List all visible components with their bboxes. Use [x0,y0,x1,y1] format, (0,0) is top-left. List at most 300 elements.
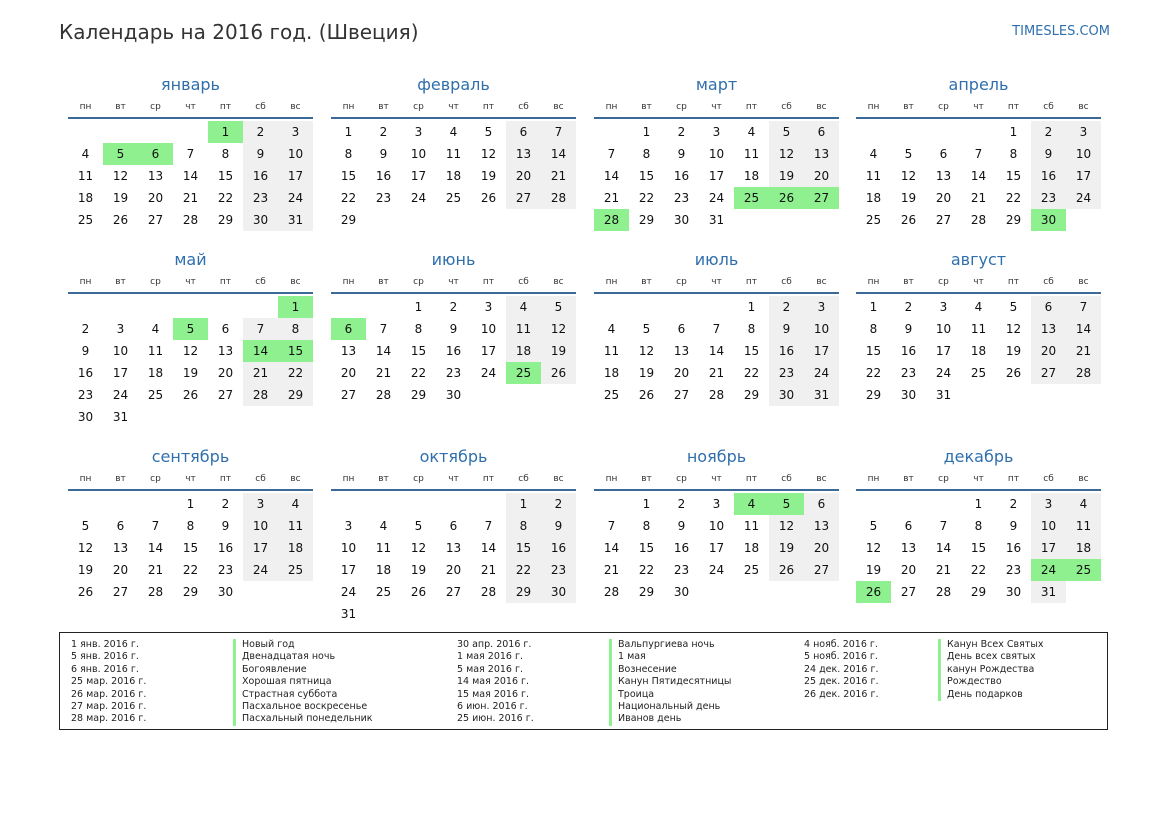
weekday-label: вт [903,102,914,112]
days-grid [331,493,576,625]
day-cell: 19 [1005,344,1022,358]
day-cell: 20 [804,537,839,559]
day-cell: 11 [278,515,313,537]
month-divider [594,292,839,294]
day-cell: 13 [804,515,839,537]
weekday-header [856,272,1101,292]
day-cell: 17 [1031,537,1066,559]
day-cell: 29 [506,581,541,603]
day-cell: 2 [221,497,230,511]
day-cell: 1 [747,300,756,314]
empty-cell [68,121,103,143]
day-cell: 17 [410,169,427,183]
month-name: октябрь [419,447,488,466]
month-divider [856,489,1101,491]
day-cell: 18 [1066,537,1101,559]
day-cell: 23 [77,388,94,402]
day-cell: 2 [677,497,686,511]
day-cell: 12 [182,344,199,358]
weekday-label: пн [79,474,92,484]
day-cell: 21 [182,191,199,205]
legend-holiday-name: День всех святых [938,651,1036,663]
empty-cell [629,296,664,318]
empty-cell [331,296,366,318]
day-cell: 24 [340,585,357,599]
legend-date: 1 янв. 2016 г. [71,639,139,650]
day-cell: 24 [410,191,427,205]
weekday-header [594,272,839,292]
day-cell: 7 [379,322,388,336]
month-divider [594,489,839,491]
day-cell: 18 [375,563,392,577]
day-cell: 12 [638,344,655,358]
weekday-label: вт [115,277,126,287]
day-cell: 14 [1066,318,1101,340]
day-cell: 18 [506,340,541,362]
month-block [594,445,839,603]
day-cell: 3 [804,296,839,318]
day-cell: 4 [449,125,458,139]
day-cell: 29 [182,585,199,599]
day-cell: 20 [445,563,462,577]
day-cell: 30 [243,209,278,231]
empty-cell [103,121,138,143]
days-grid [856,121,1101,231]
day-cell: 13 [935,169,952,183]
day-cell: 16 [77,366,94,380]
day-cell: 6 [221,322,230,336]
legend-date: 6 янв. 2016 г. [71,663,139,675]
day-cell: 14 [603,541,620,555]
day-cell: 11 [970,322,987,336]
day-cell: 17 [340,563,357,577]
day-cell: 16 [769,340,804,362]
month-block [331,445,576,625]
empty-cell [243,296,278,318]
day-cell: 28 [970,213,987,227]
day-cell: 9 [904,322,913,336]
day-cell: 30 [769,384,804,406]
empty-cell [331,493,366,515]
holiday-day: 26 [769,187,804,209]
day-cell: 24 [708,191,725,205]
legend-holiday-name: канун Рождества [938,664,1034,676]
day-cell: 19 [541,340,576,362]
day-cell: 10 [804,318,839,340]
month-name: апрель [948,75,1009,94]
empty-cell [594,296,629,318]
empty-cell [436,493,471,515]
month-block [594,248,839,406]
day-cell: 25 [970,366,987,380]
day-cell: 24 [112,388,129,402]
day-cell: 14 [375,344,392,358]
day-cell: 10 [708,519,725,533]
weekday-label: вт [641,102,652,112]
day-cell: 20 [112,563,129,577]
day-cell: 11 [147,344,164,358]
weekday-label: вт [378,474,389,484]
day-cell: 26 [77,585,94,599]
day-cell: 3 [712,125,721,139]
day-cell: 7 [712,322,721,336]
day-cell: 4 [747,125,756,139]
legend-date: 25 июн. 2016 г. [457,713,534,725]
legend-holiday-name: Двенадцатая ночь [233,651,335,663]
day-cell: 24 [243,559,278,581]
day-cell: 11 [445,147,462,161]
day-cell: 9 [379,147,388,161]
weekday-label: вс [1078,474,1089,484]
day-cell: 15 [638,169,655,183]
legend-holiday-name: Национальный день [609,701,720,713]
day-cell: 10 [410,147,427,161]
day-cell: 9 [677,147,686,161]
month-divider [331,292,576,294]
month-divider [68,489,313,491]
holiday-day: 27 [804,187,839,209]
day-cell: 19 [77,563,94,577]
day-cell: 22 [743,366,760,380]
days-grid [594,493,839,603]
day-cell: 28 [182,213,199,227]
day-cell: 11 [865,169,882,183]
legend-holiday-name: Богоявление [233,664,307,676]
empty-cell [208,296,243,318]
day-cell: 7 [541,121,576,143]
day-cell: 23 [445,366,462,380]
day-cell: 24 [935,366,952,380]
day-cell: 2 [379,125,388,139]
day-cell: 9 [243,143,278,165]
day-cell: 4 [1066,493,1101,515]
day-cell: 8 [974,519,983,533]
month-block [331,248,576,406]
empty-cell [856,121,891,143]
legend-date: 5 мая 2016 г. [457,663,523,675]
day-cell: 6 [804,493,839,515]
legend-holiday-name: Рождество [938,676,1002,688]
day-cell: 26 [410,585,427,599]
day-cell: 9 [221,519,230,533]
day-cell: 2 [677,125,686,139]
day-cell: 10 [935,322,952,336]
day-cell: 31 [112,410,129,424]
weekday-label: пн [867,277,880,287]
weekday-label: вс [816,277,827,287]
weekday-label: вт [115,474,126,484]
holiday-day: 30 [1031,209,1066,231]
day-cell: 14 [603,169,620,183]
empty-cell [68,493,103,515]
day-cell: 9 [769,318,804,340]
day-cell: 16 [1005,541,1022,555]
day-cell: 28 [480,585,497,599]
empty-cell [926,493,961,515]
weekday-label: пн [79,102,92,112]
weekday-label: вт [641,277,652,287]
weekday-header [594,469,839,489]
holiday-day: 5 [769,493,804,515]
days-grid [331,121,576,231]
day-cell: 8 [506,515,541,537]
day-cell: 21 [603,191,620,205]
day-cell: 9 [81,344,90,358]
legend-date: 26 дек. 2016 г. [804,688,879,700]
day-cell: 23 [375,191,392,205]
day-cell: 2 [449,300,458,314]
day-cell: 12 [769,143,804,165]
day-cell: 28 [147,585,164,599]
holiday-day: 14 [243,340,278,362]
legend-date: 27 мар. 2016 г. [71,701,147,712]
day-cell: 3 [243,493,278,515]
day-cell: 3 [278,121,313,143]
weekday-label: пн [342,474,355,484]
day-cell: 30 [541,581,576,603]
day-cell: 14 [147,541,164,555]
weekday-label: ср [150,474,161,484]
day-cell: 4 [869,147,878,161]
day-cell: 18 [77,191,94,205]
weekday-label: пн [867,102,880,112]
day-cell: 13 [1031,318,1066,340]
day-cell: 25 [278,559,313,581]
month-block [331,73,576,231]
weekday-label: пт [482,474,495,484]
day-cell: 21 [480,563,497,577]
day-cell: 18 [147,366,164,380]
day-cell: 23 [1031,187,1066,209]
day-cell: 29 [340,213,357,227]
day-cell: 15 [865,344,882,358]
day-cell: 15 [410,344,427,358]
day-cell: 30 [217,585,234,599]
day-cell: 27 [935,213,952,227]
holiday-day: 26 [856,581,891,603]
day-cell: 19 [182,366,199,380]
day-cell: 25 [445,191,462,205]
holiday-legend [59,632,1108,730]
empty-cell [68,296,103,318]
day-cell: 27 [900,585,917,599]
day-cell: 29 [970,585,987,599]
month-name: декабрь [943,447,1014,466]
day-cell: 31 [935,388,952,402]
day-cell: 2 [81,322,90,336]
weekday-label: вс [553,102,564,112]
day-cell: 1 [344,125,353,139]
day-cell: 10 [708,147,725,161]
day-cell: 4 [974,300,983,314]
month-divider [68,292,313,294]
day-cell: 27 [147,213,164,227]
month-divider [331,489,576,491]
empty-cell [173,296,208,318]
month-block [68,248,313,428]
holiday-day: 25 [734,187,769,209]
day-cell: 12 [865,541,882,555]
weekday-label: вт [903,474,914,484]
day-cell: 21 [1066,340,1101,362]
day-cell: 17 [112,366,129,380]
day-cell: 25 [603,388,620,402]
day-cell: 17 [804,340,839,362]
day-cell: 15 [340,169,357,183]
day-cell: 11 [77,169,94,183]
holiday-day: 15 [278,340,313,362]
days-grid [856,493,1101,603]
day-cell: 30 [673,585,690,599]
weekday-label: вс [553,277,564,287]
day-cell: 20 [935,191,952,205]
holiday-day: 4 [734,493,769,515]
legend-date: 30 апр. 2016 г. [457,639,532,650]
legend-holiday-name: Вознесение [609,664,677,676]
weekday-header [331,272,576,292]
holiday-day: 25 [1066,559,1101,581]
day-cell: 30 [900,388,917,402]
day-cell: 13 [673,344,690,358]
day-cell: 26 [638,388,655,402]
day-cell: 6 [449,519,458,533]
day-cell: 26 [182,388,199,402]
day-cell: 22 [410,366,427,380]
legend-holiday-name: Вальпургиева ночь [609,639,715,651]
weekday-label: ср [676,474,687,484]
legend-holiday-name: Канун Пятидесятницы [609,676,731,688]
weekday-label: сб [518,474,529,484]
day-cell: 1 [1009,125,1018,139]
weekday-label: вс [290,102,301,112]
holiday-day: 5 [103,143,138,165]
day-cell: 6 [804,121,839,143]
day-cell: 19 [480,169,497,183]
weekday-label: пт [482,102,495,112]
day-cell: 20 [147,191,164,205]
weekday-label: сб [255,474,266,484]
day-cell: 30 [445,388,462,402]
day-cell: 13 [340,344,357,358]
day-cell: 28 [541,187,576,209]
day-cell: 29 [410,388,427,402]
weekday-label: пт [219,474,232,484]
day-cell: 14 [541,143,576,165]
weekday-label: сб [255,277,266,287]
weekday-label: сб [781,277,792,287]
day-cell: 14 [480,541,497,555]
weekday-label: пт [745,277,758,287]
day-cell: 31 [340,607,357,621]
day-cell: 13 [147,169,164,183]
weekday-header [331,97,576,117]
day-cell: 3 [116,322,125,336]
day-cell: 3 [1031,493,1066,515]
day-cell: 16 [1031,165,1066,187]
month-name: февраль [417,75,490,94]
empty-cell [891,121,926,143]
weekday-label: ср [150,102,161,112]
day-cell: 12 [112,169,129,183]
day-cell: 1 [974,497,983,511]
weekday-label: сб [781,474,792,484]
day-cell: 18 [865,191,882,205]
day-cell: 8 [642,519,651,533]
empty-cell [366,296,401,318]
day-cell: 11 [603,344,620,358]
day-cell: 21 [935,563,952,577]
day-cell: 14 [182,169,199,183]
legend-holiday-name: Пасхальное воскресенье [233,701,367,713]
day-cell: 21 [375,366,392,380]
day-cell: 11 [375,541,392,555]
weekday-label: чт [973,474,984,484]
weekday-label: чт [185,277,196,287]
day-cell: 27 [506,187,541,209]
day-cell: 22 [1005,191,1022,205]
weekday-label: вс [290,474,301,484]
day-cell: 12 [1005,322,1022,336]
days-grid [856,296,1101,406]
month-block [856,445,1101,603]
day-cell: 6 [506,121,541,143]
day-cell: 14 [970,169,987,183]
day-cell: 20 [217,366,234,380]
day-cell: 10 [1066,143,1101,165]
day-cell: 1 [506,493,541,515]
weekday-label: чт [448,277,459,287]
day-cell: 17 [708,541,725,555]
days-grid [68,121,313,231]
weekday-label: пн [342,102,355,112]
day-cell: 17 [480,344,497,358]
weekday-label: вт [378,277,389,287]
day-cell: 16 [217,541,234,555]
day-cell: 6 [677,322,686,336]
weekday-label: пн [867,474,880,484]
day-cell: 31 [804,384,839,406]
day-cell: 20 [340,366,357,380]
weekday-label: вс [1078,277,1089,287]
day-cell: 14 [935,541,952,555]
month-name: март [695,75,738,94]
day-cell: 19 [769,537,804,559]
weekday-header [68,97,313,117]
month-divider [68,117,313,119]
day-cell: 22 [638,191,655,205]
weekday-label: пт [745,474,758,484]
day-cell: 13 [804,143,839,165]
weekday-label: вт [378,102,389,112]
page-title: Календарь на 2016 год. (Швеция) [59,20,419,44]
days-grid [331,296,576,406]
day-cell: 2 [541,493,576,515]
day-cell: 17 [1066,165,1101,187]
empty-cell [699,296,734,318]
days-grid [68,493,313,603]
day-cell: 22 [182,563,199,577]
legend-date: 26 мар. 2016 г. [71,688,147,700]
brand-link[interactable]: TIMESLES.COM [1012,24,1110,39]
weekday-label: вт [115,102,126,112]
day-cell: 6 [904,519,913,533]
day-cell: 7 [186,147,195,161]
day-cell: 10 [243,515,278,537]
day-cell: 26 [112,213,129,227]
month-block [68,445,313,603]
day-cell: 12 [410,541,427,555]
holiday-day: 28 [594,209,629,231]
